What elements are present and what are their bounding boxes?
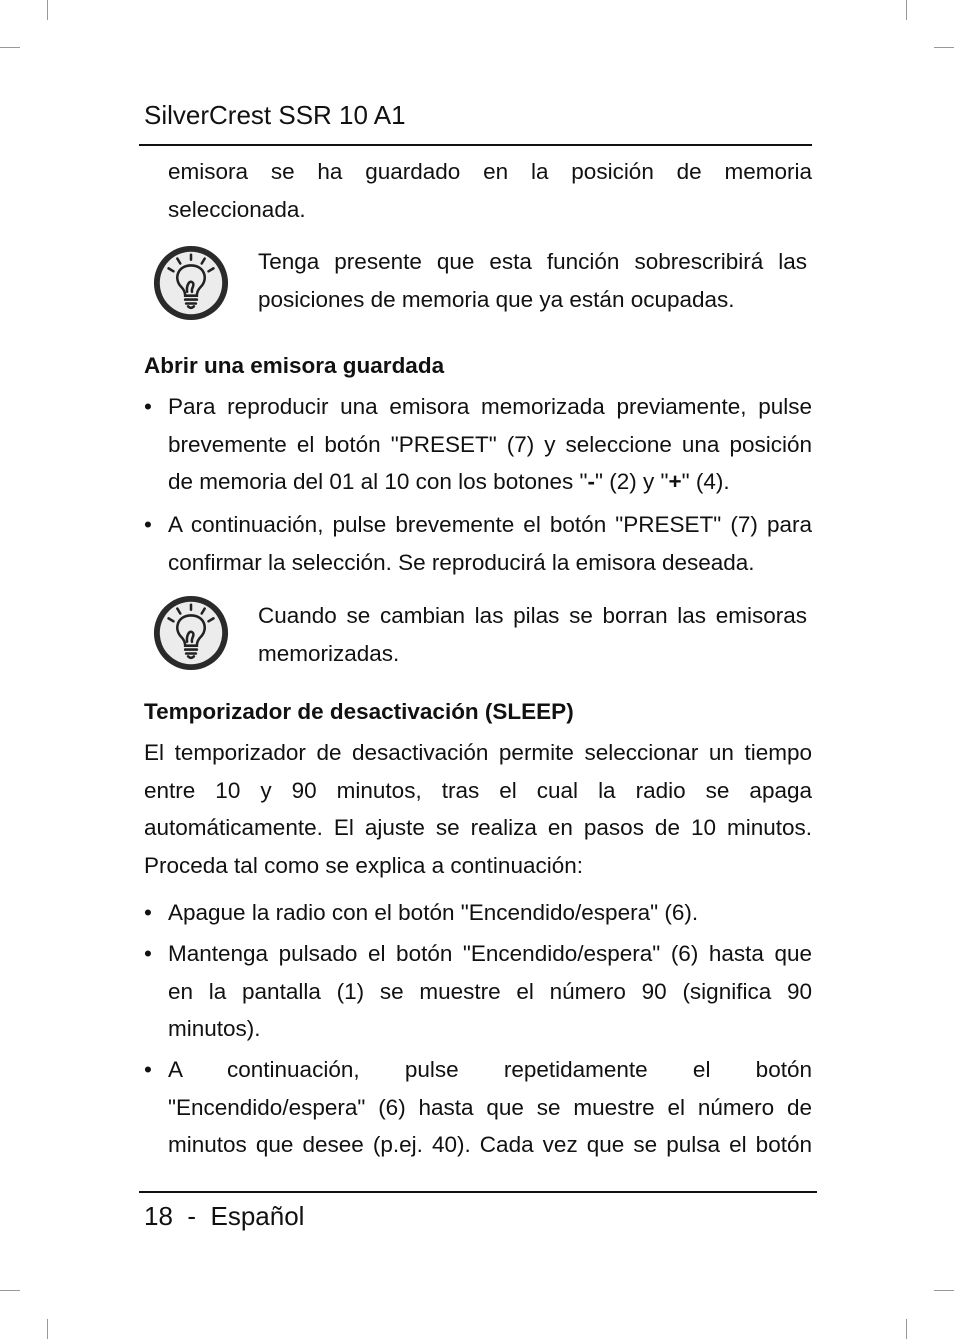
bullet-icon: • <box>144 900 152 925</box>
bullet-icon: • <box>144 394 152 419</box>
header-rule <box>139 144 812 146</box>
footer <box>144 1201 304 1232</box>
page-number: 18 <box>144 1201 173 1231</box>
footer-separator: - <box>187 1201 197 1231</box>
list-item: • Mantenga pulsado el botón "Encendido/espera" (6) hasta que en la pantalla (1) se muestre el número 90 (significa 90 minutos). <box>144 935 812 1048</box>
list-item: • A continuación, pulse repetidamente el botón "Encendido/espera" (6) hasta que se muestre el número de minutos que desee (p.ej. 40). Cada vez que se pulsa el botón <box>144 1051 812 1164</box>
lightbulb-icon <box>152 594 230 672</box>
crop-mark <box>0 1290 20 1291</box>
list-item: • A continuación, pulse brevemente el botón "PRESET" (7) para confirmar la selección. Se reproducirá la emisora deseada. <box>144 506 812 582</box>
section-heading: Temporizador de desactivación (SLEEP) <box>144 699 574 724</box>
bullet-icon: • <box>144 1057 152 1082</box>
note-text: Cuando se cambian las pilas se borran las emisoras memorizadas. <box>258 603 807 666</box>
bullet-icon: • <box>144 512 152 537</box>
crop-mark <box>934 1290 954 1291</box>
list-item: • Apague la radio con el botón "Encendido/espera" (6). <box>144 894 812 932</box>
footer-language: Español <box>210 1201 305 1231</box>
crop-mark <box>0 47 20 48</box>
crop-mark <box>47 0 48 20</box>
note-text: Tenga presente que esta función sobrescribirá las posiciones de memoria que ya están ocupadas. <box>258 249 807 312</box>
crop-mark <box>47 1319 48 1339</box>
bullet-icon: • <box>144 941 152 966</box>
lightbulb-icon <box>152 244 230 322</box>
crop-mark <box>906 1319 907 1339</box>
list-item: • Para reproducir una emisora memorizada previamente, pulse brevemente el botón "PRESET" (7) y seleccione una posición de memoria del 01 al 10 con los botones "-" (2) y "+" (4). <box>144 388 812 503</box>
header-title: SilverCrest SSR 10 A1 <box>144 100 406 130</box>
body-paragraph: El temporizador de desactivación permite seleccionar un tiempo entre 10 y 90 minutos, tras el cual la radio se apaga automáticamente. El ajuste se realiza en pasos de 10 minutos. Proceda tal como se explica a continuación: <box>144 740 812 878</box>
crop-mark <box>934 47 954 48</box>
footer-rule <box>139 1191 817 1193</box>
section-heading: Abrir una emisora guardada <box>144 353 445 378</box>
intro-paragraph: emisora se ha guardado en la posición de memoria seleccionada. <box>168 159 812 222</box>
crop-mark <box>906 0 907 20</box>
